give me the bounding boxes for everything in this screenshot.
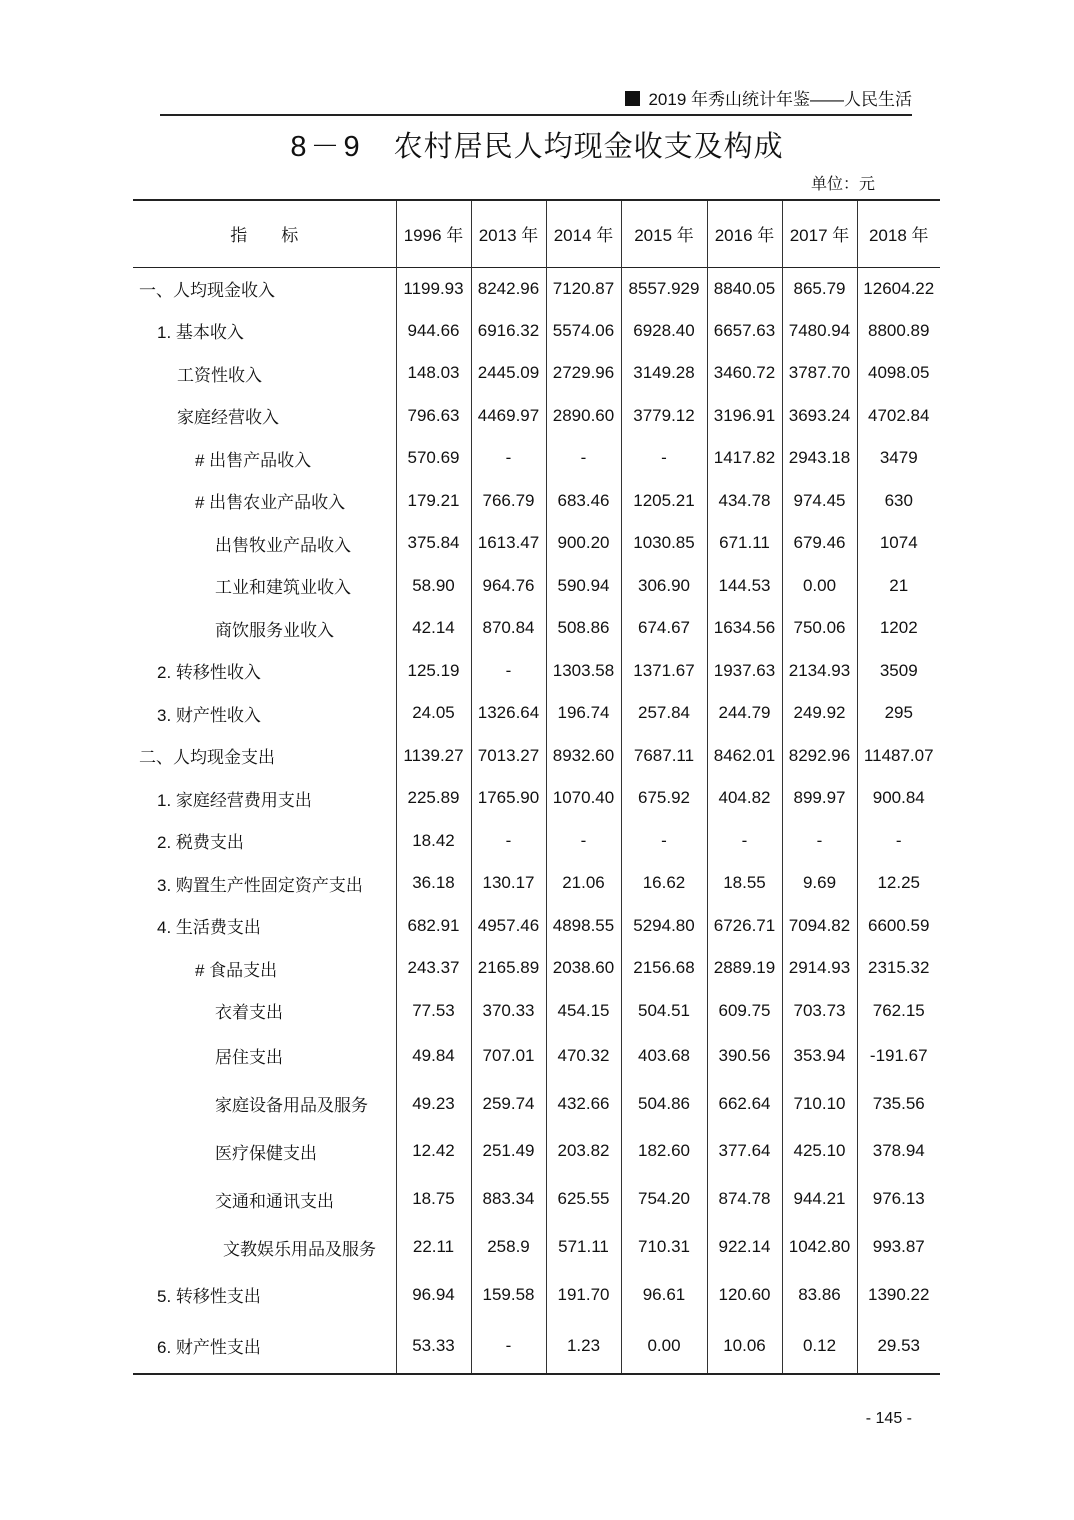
table-row [133, 947, 940, 990]
row-value: 159.58 [471, 1271, 546, 1319]
row-value: 0.00 [782, 565, 857, 608]
row-label: 1. 家庭经营费用支出 [157, 790, 312, 810]
row-value: 96.61 [621, 1271, 707, 1319]
row-value: 1613.47 [471, 522, 546, 565]
row-value: 3149.28 [621, 352, 707, 395]
row-value: 679.46 [782, 522, 857, 565]
row-value: 18.55 [707, 862, 782, 905]
row-value: 53.33 [396, 1319, 471, 1374]
row-label: 6. 财产性支出 [157, 1338, 261, 1358]
row-label: # 出售产品收入 [195, 450, 312, 470]
row-value: 16.62 [621, 862, 707, 905]
row-value: 2914.93 [782, 947, 857, 990]
table-row [133, 905, 940, 948]
row-value: 130.17 [471, 862, 546, 905]
row-value: 8800.89 [857, 310, 940, 353]
row-value: 10.06 [707, 1319, 782, 1374]
row-label: 居住支出 [215, 1048, 283, 1068]
table-row [133, 310, 940, 353]
table-row [133, 990, 940, 1033]
row-value: 6928.40 [621, 310, 707, 353]
row-label: 家庭经营收入 [177, 408, 279, 428]
row-value: - [707, 820, 782, 863]
row-value: 42.14 [396, 607, 471, 650]
row-label: 家庭设备用品及服务 [215, 1096, 368, 1116]
row-value: 974.45 [782, 480, 857, 523]
row-value: 148.03 [396, 352, 471, 395]
table-row [133, 437, 940, 480]
header-year: 2018 年 [857, 200, 940, 267]
row-value: 883.34 [471, 1175, 546, 1223]
row-label: 出售牧业产品收入 [215, 535, 351, 555]
table-row [133, 692, 940, 735]
row-value: 3196.91 [707, 395, 782, 438]
row-value: 3693.24 [782, 395, 857, 438]
row-value: 120.60 [707, 1271, 782, 1319]
row-value: 3509 [857, 650, 940, 693]
row-value: 2038.60 [546, 947, 621, 990]
row-value: -191.67 [857, 1032, 940, 1080]
row-value: 8557.929 [621, 267, 707, 310]
row-value: 21 [857, 565, 940, 608]
row-value: 6726.71 [707, 905, 782, 948]
row-value: 244.79 [707, 692, 782, 735]
row-value: 3787.70 [782, 352, 857, 395]
running-head-text: 2019 年秀山统计年鉴——人民生活 [648, 90, 912, 109]
row-value: 7013.27 [471, 735, 546, 778]
row-value: 96.94 [396, 1271, 471, 1319]
row-value: 179.21 [396, 480, 471, 523]
row-value: 4957.46 [471, 905, 546, 948]
row-value: 865.79 [782, 267, 857, 310]
row-value: 8840.05 [707, 267, 782, 310]
row-value: 2165.89 [471, 947, 546, 990]
row-value: 6600.59 [857, 905, 940, 948]
row-value: 49.84 [396, 1032, 471, 1080]
row-value: 370.33 [471, 990, 546, 1033]
row-value: 24.05 [396, 692, 471, 735]
row-value: - [621, 820, 707, 863]
row-value: 259.74 [471, 1080, 546, 1128]
row-label: 衣着支出 [215, 1003, 283, 1023]
row-value: 993.87 [857, 1223, 940, 1271]
table-row [133, 735, 940, 778]
row-value: 12.25 [857, 862, 940, 905]
row-label: 工业和建筑业收入 [215, 578, 351, 598]
row-value: 8932.60 [546, 735, 621, 778]
table-header-row [133, 200, 940, 267]
row-value: 609.75 [707, 990, 782, 1033]
row-value: - [546, 820, 621, 863]
row-label: # 出售农业产品收入 [195, 493, 346, 513]
row-value: 4702.84 [857, 395, 940, 438]
row-value: 2943.18 [782, 437, 857, 480]
header-year: 2015 年 [621, 200, 707, 267]
row-value: 1937.63 [707, 650, 782, 693]
row-value: 944.21 [782, 1175, 857, 1223]
row-value: 1202 [857, 607, 940, 650]
row-value: 249.92 [782, 692, 857, 735]
row-value: 375.84 [396, 522, 471, 565]
row-value: 251.49 [471, 1128, 546, 1176]
page-title [0, 127, 1074, 167]
table-row [133, 1271, 940, 1319]
row-value: 2729.96 [546, 352, 621, 395]
table-row [133, 862, 940, 905]
table-row [133, 1128, 940, 1176]
income-expenditure-table [133, 199, 940, 1375]
running-head [160, 88, 912, 116]
row-value: 1139.27 [396, 735, 471, 778]
row-value: 1371.67 [621, 650, 707, 693]
table-row [133, 522, 940, 565]
header-year: 1996 年 [396, 200, 471, 267]
row-value: - [471, 650, 546, 693]
row-value: 2315.32 [857, 947, 940, 990]
row-label: 3. 财产性收入 [157, 705, 261, 725]
row-value: 735.56 [857, 1080, 940, 1128]
row-value: 470.32 [546, 1032, 621, 1080]
row-label: 交通和通讯支出 [215, 1191, 334, 1211]
table-row [133, 395, 940, 438]
row-value: 1390.22 [857, 1271, 940, 1319]
row-value: 922.14 [707, 1223, 782, 1271]
row-value: 675.92 [621, 777, 707, 820]
table-row [133, 1080, 940, 1128]
row-value: 83.86 [782, 1271, 857, 1319]
row-value: 0.12 [782, 1319, 857, 1374]
table-row [133, 1032, 940, 1080]
row-label: # 食品支出 [195, 960, 278, 980]
row-value: 1042.80 [782, 1223, 857, 1271]
row-value: 703.73 [782, 990, 857, 1033]
row-value: 390.56 [707, 1032, 782, 1080]
row-value: 570.69 [396, 437, 471, 480]
table-row [133, 1175, 940, 1223]
row-value: 11487.07 [857, 735, 940, 778]
row-value: 504.86 [621, 1080, 707, 1128]
table-title: 农村居民人均现金收支及构成 [393, 131, 784, 163]
row-label: 4. 生活费支出 [157, 918, 261, 938]
row-value: 18.42 [396, 820, 471, 863]
row-label: 商饮服务业收入 [215, 620, 334, 640]
row-value: 707.01 [471, 1032, 546, 1080]
row-value: 7120.87 [546, 267, 621, 310]
row-value: 22.11 [396, 1223, 471, 1271]
row-value: 2889.19 [707, 947, 782, 990]
row-label: 二、人均现金支出 [139, 748, 275, 768]
row-value: 1070.40 [546, 777, 621, 820]
row-value: 9.69 [782, 862, 857, 905]
page-number: - 145 - [865, 1410, 912, 1427]
header-year: 2014 年 [546, 200, 621, 267]
row-value: 191.70 [546, 1271, 621, 1319]
table-row [133, 352, 940, 395]
row-label: 工资性收入 [177, 365, 262, 385]
row-value: 182.60 [621, 1128, 707, 1176]
table-row [133, 565, 940, 608]
row-value: 900.20 [546, 522, 621, 565]
row-value: 225.89 [396, 777, 471, 820]
row-value: 754.20 [621, 1175, 707, 1223]
row-value: 2156.68 [621, 947, 707, 990]
row-value: 625.55 [546, 1175, 621, 1223]
row-value: 144.53 [707, 565, 782, 608]
row-value: 2134.93 [782, 650, 857, 693]
row-value: 77.53 [396, 990, 471, 1033]
row-value: 5574.06 [546, 310, 621, 353]
row-value: 7687.11 [621, 735, 707, 778]
table-row [133, 650, 940, 693]
row-value: 378.94 [857, 1128, 940, 1176]
row-value: 36.18 [396, 862, 471, 905]
row-value: 2445.09 [471, 352, 546, 395]
square-bullet-icon [625, 91, 640, 106]
row-value: 571.11 [546, 1223, 621, 1271]
row-value: 203.82 [546, 1128, 621, 1176]
row-value: 3779.12 [621, 395, 707, 438]
row-value: 3479 [857, 437, 940, 480]
row-value: 590.94 [546, 565, 621, 608]
row-value: 8462.01 [707, 735, 782, 778]
row-value: 404.82 [707, 777, 782, 820]
row-value: - [546, 437, 621, 480]
row-value: 5294.80 [621, 905, 707, 948]
row-value: 4898.55 [546, 905, 621, 948]
header-year: 2016 年 [707, 200, 782, 267]
row-value: 6657.63 [707, 310, 782, 353]
row-value: 662.64 [707, 1080, 782, 1128]
row-value: - [857, 820, 940, 863]
row-value: 8292.96 [782, 735, 857, 778]
row-value: 243.37 [396, 947, 471, 990]
row-value: - [782, 820, 857, 863]
row-value: 257.84 [621, 692, 707, 735]
row-value: 796.63 [396, 395, 471, 438]
row-value: 1303.58 [546, 650, 621, 693]
table-row [133, 607, 940, 650]
row-label: 5. 转移性支出 [157, 1287, 261, 1307]
row-value: 353.94 [782, 1032, 857, 1080]
row-label: 2. 转移性收入 [157, 663, 261, 683]
row-value: 944.66 [396, 310, 471, 353]
row-value: 425.10 [782, 1128, 857, 1176]
row-label: 一、人均现金收入 [139, 281, 275, 300]
row-value: 306.90 [621, 565, 707, 608]
row-value: - [621, 437, 707, 480]
row-value: - [471, 1319, 546, 1374]
table-number: 8－9 [290, 131, 364, 163]
row-value: 4098.05 [857, 352, 940, 395]
row-value: 21.06 [546, 862, 621, 905]
row-value: 762.15 [857, 990, 940, 1033]
row-value: 1199.93 [396, 267, 471, 310]
row-label: 1. 基本收入 [157, 323, 244, 343]
row-value: 1.23 [546, 1319, 621, 1374]
row-value: 6916.32 [471, 310, 546, 353]
row-value: 682.91 [396, 905, 471, 948]
row-value: 870.84 [471, 607, 546, 650]
header-indicator: 指 标 [230, 226, 299, 246]
row-value: 196.74 [546, 692, 621, 735]
table-row [133, 1223, 940, 1271]
table-row [133, 820, 940, 863]
row-value: - [471, 437, 546, 480]
row-label: 3. 购置生产性固定资产支出 [157, 875, 363, 895]
row-value: 1074 [857, 522, 940, 565]
row-value: 964.76 [471, 565, 546, 608]
row-value: 874.78 [707, 1175, 782, 1223]
row-value: 766.79 [471, 480, 546, 523]
row-value: 710.31 [621, 1223, 707, 1271]
row-value: 454.15 [546, 990, 621, 1033]
row-value: 377.64 [707, 1128, 782, 1176]
row-value: 12.42 [396, 1128, 471, 1176]
row-value: 434.78 [707, 480, 782, 523]
row-value: 674.67 [621, 607, 707, 650]
table-row [133, 777, 940, 820]
row-label: 2. 税费支出 [157, 833, 244, 853]
row-value: 1634.56 [707, 607, 782, 650]
row-value: 29.53 [857, 1319, 940, 1374]
row-value: 3460.72 [707, 352, 782, 395]
row-value: 403.68 [621, 1032, 707, 1080]
row-value: 432.66 [546, 1080, 621, 1128]
row-value: 899.97 [782, 777, 857, 820]
table-row [133, 480, 940, 523]
row-value: 8242.96 [471, 267, 546, 310]
row-label: 医疗保健支出 [215, 1143, 317, 1163]
row-value: 1205.21 [621, 480, 707, 523]
row-value: 1417.82 [707, 437, 782, 480]
row-value: - [471, 820, 546, 863]
row-value: 504.51 [621, 990, 707, 1033]
header-year: 2017 年 [782, 200, 857, 267]
row-value: 7480.94 [782, 310, 857, 353]
table-row [133, 267, 940, 310]
row-value: 49.23 [396, 1080, 471, 1128]
row-value: 18.75 [396, 1175, 471, 1223]
table-body [133, 267, 940, 1374]
header-year: 2013 年 [471, 200, 546, 267]
row-value: 630 [857, 480, 940, 523]
row-value: 976.13 [857, 1175, 940, 1223]
table-row [133, 1319, 940, 1374]
row-value: 125.19 [396, 650, 471, 693]
row-value: 1765.90 [471, 777, 546, 820]
row-value: 12604.22 [857, 267, 940, 310]
row-value: 295 [857, 692, 940, 735]
row-value: 4469.97 [471, 395, 546, 438]
row-value: 258.9 [471, 1223, 546, 1271]
row-label: 文教娱乐用品及服务 [223, 1239, 376, 1259]
row-value: 750.06 [782, 607, 857, 650]
row-value: 710.10 [782, 1080, 857, 1128]
row-value: 2890.60 [546, 395, 621, 438]
row-value: 1326.64 [471, 692, 546, 735]
row-value: 508.86 [546, 607, 621, 650]
row-value: 58.90 [396, 565, 471, 608]
row-value: 7094.82 [782, 905, 857, 948]
row-value: 900.84 [857, 777, 940, 820]
row-value: 671.11 [707, 522, 782, 565]
row-value: 683.46 [546, 480, 621, 523]
unit-label: 单位：元 [810, 176, 875, 193]
row-value: 1030.85 [621, 522, 707, 565]
row-value: 0.00 [621, 1319, 707, 1374]
